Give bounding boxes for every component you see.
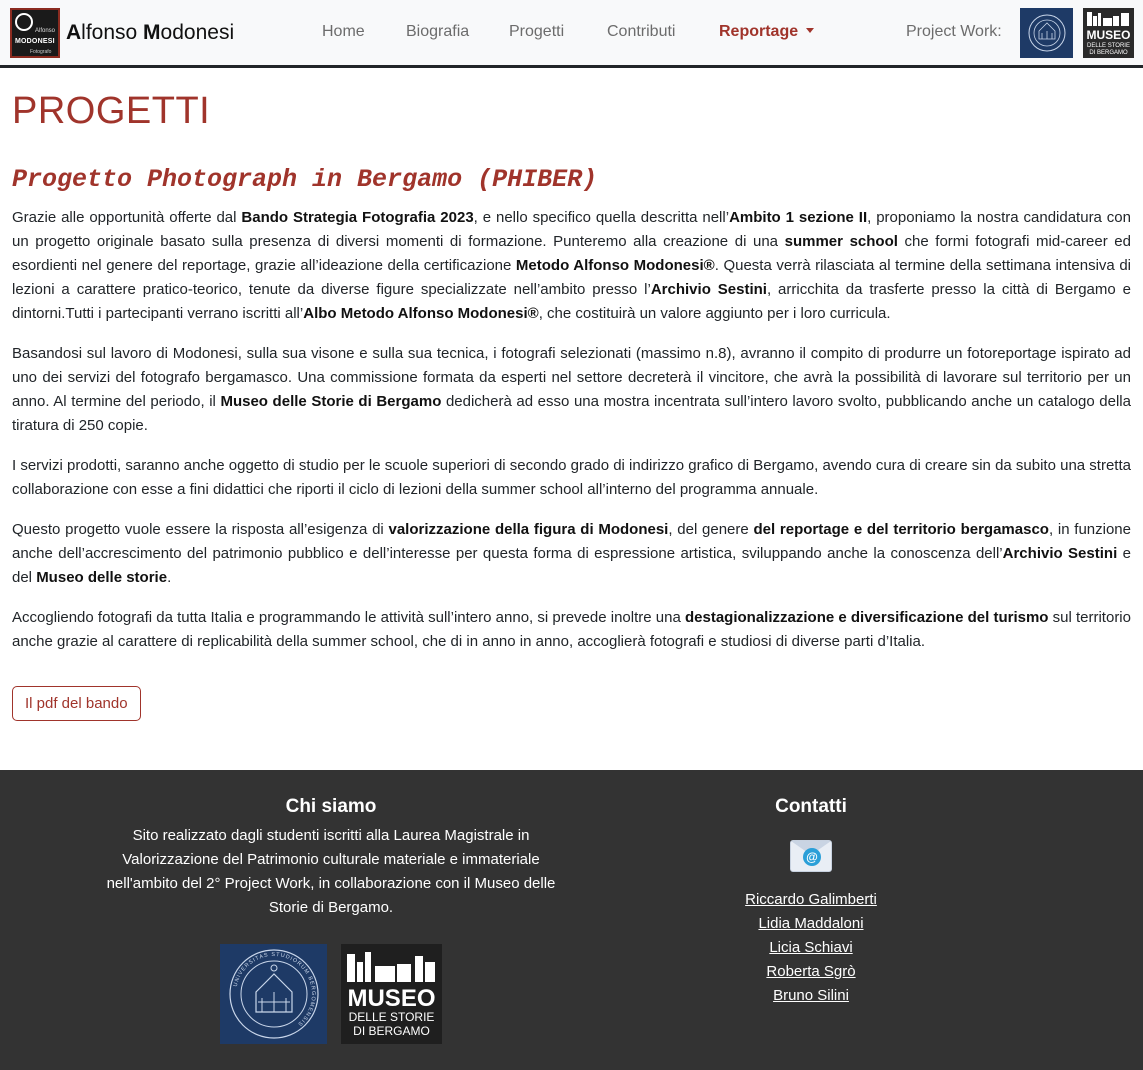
nav-home[interactable]: Home — [322, 23, 365, 40]
caret-down-icon — [806, 28, 814, 33]
footer — [0, 770, 1143, 1070]
nav-links — [0, 0, 1143, 65]
project-work-label: Project Work: — [906, 23, 1002, 40]
project-title: Progetto Photograph in Bergamo (PHIBER) — [12, 165, 598, 194]
email-envelope-icon: @ — [790, 840, 832, 872]
page-title: PROGETTI — [12, 90, 211, 132]
unibg-logo-footer[interactable] — [220, 944, 327, 1044]
contact-link[interactable]: Riccardo Galimberti — [745, 891, 877, 908]
svg-text:DI BERGAMO: DI BERGAMO — [1089, 50, 1128, 56]
contact-link[interactable]: Bruno Silini — [773, 987, 849, 1004]
main-content — [0, 90, 1143, 721]
chi-siamo-text: Sito realizzato dagli studenti iscritti alla Laurea Magistrale in Valorizzazione del Patrimonio culturale materiale e immateriale nell'ambito del 2° Project Work, in collaborazione con il Museo delle Storie di Bergamo. — [106, 827, 556, 916]
unibg-logo[interactable] — [1020, 8, 1073, 58]
paragraph-2: Basandosi sul lavoro di Modonesi, sulla sua visone e sulla sua tecnica, i fotografi selezionati (massimo n.8), avranno il compito di produrre un fotoreportage ispirato ad uno dei servizi del fotografo bergamasco. Una commissione formata da esperti nel settore decreterà il vincitore, che avrà la possibilità di lavorare sul territorio per un anno. Al termine del periodo, il Museo delle Storie di Bergamo dedicherà ad esso una mostra incentrata sull’intero lavoro svolto, pubblicando anche un catalogo della tiratura di 250 copie. — [12, 345, 1131, 434]
footer-logos — [105, 944, 557, 1044]
museo-logo-nav[interactable] — [1083, 8, 1134, 58]
contatti-title: Contatti — [775, 796, 847, 817]
logo-big-text: MODONESI — [15, 37, 55, 45]
svg-text:MUSEO: MUSEO — [347, 985, 436, 1012]
pdf-bando-button[interactable]: Il pdf del bando — [12, 686, 141, 721]
nav-contributi[interactable]: Contributi — [607, 23, 676, 40]
logo-small-text: Alfonso — [34, 27, 55, 34]
contact-link[interactable]: Roberta Sgrò — [766, 963, 856, 980]
contact-link[interactable]: Licia Schiavi — [769, 939, 853, 956]
svg-text:MUSEO: MUSEO — [1086, 28, 1131, 42]
navbar — [0, 0, 1143, 68]
nav-biografia[interactable]: Biografia — [406, 23, 470, 40]
nav-progetti[interactable]: Progetti — [509, 23, 565, 40]
brand-name: Alfonso Modonesi — [66, 20, 235, 44]
svg-text:DI BERGAMO: DI BERGAMO — [353, 1024, 430, 1038]
chi-siamo-title: Chi siamo — [285, 796, 377, 817]
footer-contatti — [680, 770, 942, 1008]
paragraph-4: Questo progetto vuole essere la risposta all’esigenza di valorizzazione della figura di Modonesi, del genere del reportage e del territorio bergamasco, in funzione anche dell’accrescimento del patrimonio pubblico e dell’interesse per questa forma di espressione artistica, sviluppando anche la conoscenza dell’Archivio Sestini e del Museo delle storie. — [12, 521, 1131, 586]
footer-chi-siamo — [105, 770, 557, 1044]
contact-list — [680, 888, 942, 1008]
contact-link[interactable]: Lidia Maddaloni — [758, 915, 864, 932]
paragraph-5: Accogliendo fotografi da tutta Italia e programmando le attività sull’intero anno, si prevede inoltre una destagionalizzazione e diversificazione del turismo sul territorio anche grazie al carattere di replicabilità della summer school, che di in anno in anno, accoglierà fotografi e studiosi di diverse parti d’Italia. — [12, 609, 1131, 650]
logo-foto-text: Fotografo — [30, 48, 52, 55]
svg-text:UNIVERSITAS STUDIORUM BERGOMEN: UNIVERSITAS STUDIORUM BERGOMENSIS — [232, 951, 316, 1028]
svg-text:DELLE STORIE: DELLE STORIE — [348, 1010, 435, 1024]
envelope-wrap — [680, 840, 942, 876]
nav-reportage-dropdown[interactable]: Reportage — [719, 23, 814, 41]
svg-text:DELLE STORIE: DELLE STORIE — [1087, 43, 1130, 49]
paragraph-1: Grazie alle opportunità offerte dal Bando Strategia Fotografia 2023, e nello specifico quella descritta nell’Ambito 1 sezione II, proponiamo la nostra candidatura con un progetto originale basato sulla presenza di diversi momenti di formazione. Punteremo alla creazione di una summer school che formi fotografi mid-career ed esordienti nel genere del reportage, grazie all’ideazione della certificazione Metodo Alfonso Modonesi®. Questa verrà rilasciata al termine della settimana intensiva di lezioni a carattere pratico-teorico, tenute da diverse figure specializzate nell’ambito presso l’Archivio Sestini, arricchita da trasferte presso la città di Bergamo e dintorni.Tutti i partecipanti verrano iscritti all’Albo Metodo Alfonso Modonesi®, che costituirà un valore aggiunto per i loro curricula. — [12, 209, 1131, 322]
museo-logo-footer[interactable] — [341, 944, 442, 1044]
paragraph-3: I servizi prodotti, saranno anche oggetto di studio per le scuole superiori di secondo grado di indirizzo grafico di Bergamo, avendo cura di creare sin da subito una stretta collaborazione con esse a fini didattici che riporti il ciclo di lezioni della summer school all’interno del programma annuale. — [12, 457, 1131, 498]
